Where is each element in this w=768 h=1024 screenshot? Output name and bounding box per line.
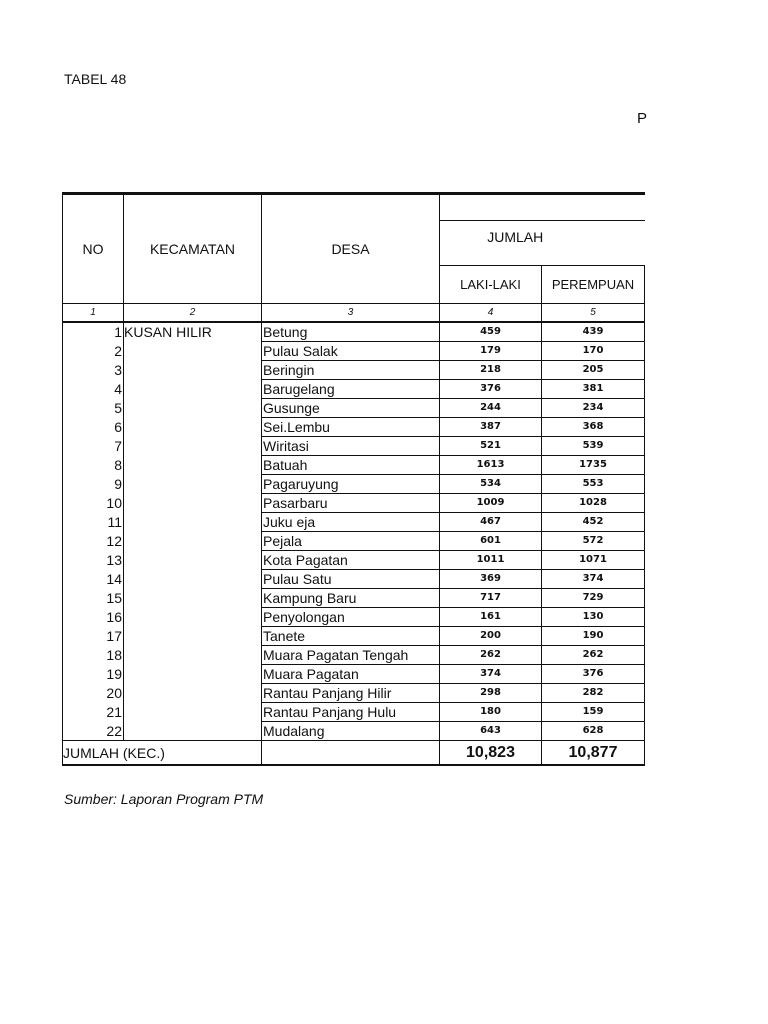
clipped-column-cell — [645, 646, 646, 665]
row-number: 8 — [63, 456, 124, 475]
row-number: 18 — [63, 646, 124, 665]
clipped-column-cell — [645, 513, 646, 532]
perempuan-value: 1028 — [542, 494, 645, 513]
perempuan-value: 1735 — [542, 456, 645, 475]
row-number: 20 — [63, 684, 124, 703]
total-laki-laki: 10,823 — [440, 741, 542, 766]
total-desa-empty — [262, 741, 440, 766]
row-number: 12 — [63, 532, 124, 551]
perempuan-value: 190 — [542, 627, 645, 646]
row-number: 22 — [63, 722, 124, 741]
perempuan-value: 170 — [542, 342, 645, 361]
clipped-column-cell — [645, 722, 646, 741]
clipped-column-cell — [645, 342, 646, 361]
desa-name: Muara Pagatan — [262, 665, 440, 684]
clipped-column-cell — [645, 437, 646, 456]
laki-laki-value: 179 — [440, 342, 542, 361]
perempuan-value: 282 — [542, 684, 645, 703]
perempuan-value: 572 — [542, 532, 645, 551]
laki-laki-value: 467 — [440, 513, 542, 532]
perempuan-value: 376 — [542, 665, 645, 684]
column-number: 2 — [124, 304, 262, 323]
header-laki-laki: LAKI-LAKI — [440, 266, 542, 304]
perempuan-value: 374 — [542, 570, 645, 589]
kecamatan-name: KUSAN HILIR — [124, 322, 262, 741]
desa-name: Penyolongan — [262, 608, 440, 627]
perempuan-value: 628 — [542, 722, 645, 741]
desa-name: Mudalang — [262, 722, 440, 741]
total-row — [63, 741, 646, 766]
row-number: 15 — [63, 589, 124, 608]
clipped-column-cell — [645, 399, 646, 418]
desa-name: Pagaruyung — [262, 475, 440, 494]
desa-name: Juku eja — [262, 513, 440, 532]
row-number: 9 — [63, 475, 124, 494]
laki-laki-value: 200 — [440, 627, 542, 646]
laki-laki-value: 601 — [440, 532, 542, 551]
clipped-column-cell — [645, 665, 646, 684]
laki-laki-value: 1011 — [440, 551, 542, 570]
clipped-column-cell — [645, 589, 646, 608]
perempuan-value: 381 — [542, 380, 645, 399]
laki-laki-value: 218 — [440, 361, 542, 380]
desa-name: Gusunge — [262, 399, 440, 418]
desa-name: Kota Pagatan — [262, 551, 440, 570]
desa-name: Muara Pagatan Tengah — [262, 646, 440, 665]
clipped-column-cell — [645, 418, 646, 437]
perempuan-value: 234 — [542, 399, 645, 418]
desa-name: Batuah — [262, 456, 440, 475]
clipped-column-cell — [645, 361, 646, 380]
header-kecamatan: KECAMATAN — [124, 194, 262, 304]
header-desa: DESA — [262, 194, 440, 304]
desa-name: Kampung Baru — [262, 589, 440, 608]
row-number: 13 — [63, 551, 124, 570]
desa-name: Pasarbaru — [262, 494, 440, 513]
desa-name: Beringin — [262, 361, 440, 380]
laki-laki-value: 374 — [440, 665, 542, 684]
laki-laki-value: 1009 — [440, 494, 542, 513]
header-perempuan: PEREMPUAN — [542, 266, 645, 304]
column-number: 4 — [440, 304, 542, 323]
total-next-clipped — [645, 741, 646, 766]
row-number: 14 — [63, 570, 124, 589]
header-next-clipped — [645, 266, 646, 304]
column-number: 5 — [542, 304, 645, 323]
laki-laki-value: 298 — [440, 684, 542, 703]
perempuan-value: 262 — [542, 646, 645, 665]
perempuan-value: 205 — [542, 361, 645, 380]
perempuan-value: 729 — [542, 589, 645, 608]
laki-laki-value: 180 — [440, 703, 542, 722]
header-no: NO — [63, 194, 124, 304]
clipped-column-cell — [645, 475, 646, 494]
laki-laki-value: 717 — [440, 589, 542, 608]
column-number-clipped — [645, 304, 646, 323]
column-number-row — [63, 304, 646, 323]
clipped-heading-letter: P — [637, 110, 648, 127]
desa-name: Pejala — [262, 532, 440, 551]
row-number: 6 — [63, 418, 124, 437]
perempuan-value: 130 — [542, 608, 645, 627]
clipped-column-cell — [645, 456, 646, 475]
column-number: 1 — [63, 304, 124, 323]
perempuan-value: 539 — [542, 437, 645, 456]
laki-laki-value: 262 — [440, 646, 542, 665]
perempuan-value: 452 — [542, 513, 645, 532]
clipped-column-cell — [645, 494, 646, 513]
population-table — [62, 192, 645, 766]
laki-laki-value: 161 — [440, 608, 542, 627]
row-number: 21 — [63, 703, 124, 722]
clipped-column-cell — [645, 703, 646, 722]
clipped-column-cell — [645, 380, 646, 399]
clipped-column-cell — [645, 551, 646, 570]
perempuan-value: 1071 — [542, 551, 645, 570]
header-group-top — [440, 194, 646, 221]
perempuan-value: 439 — [542, 322, 645, 342]
laki-laki-value: 376 — [440, 380, 542, 399]
clipped-column-cell — [645, 608, 646, 627]
laki-laki-value: 459 — [440, 322, 542, 342]
row-number: 16 — [63, 608, 124, 627]
desa-name: Pulau Salak — [262, 342, 440, 361]
source-note: Sumber: Laporan Program PTM — [64, 791, 264, 807]
laki-laki-value: 369 — [440, 570, 542, 589]
clipped-column-cell — [645, 322, 646, 342]
table-body — [63, 322, 646, 741]
total-perempuan: 10,877 — [542, 741, 645, 766]
table-row — [63, 322, 646, 342]
row-number: 2 — [63, 342, 124, 361]
clipped-column-cell — [645, 532, 646, 551]
population-table-container — [62, 192, 645, 766]
row-number: 5 — [63, 399, 124, 418]
desa-name: Rantau Panjang Hilir — [262, 684, 440, 703]
row-number: 19 — [63, 665, 124, 684]
desa-name: Betung — [262, 322, 440, 342]
row-number: 11 — [63, 513, 124, 532]
laki-laki-value: 244 — [440, 399, 542, 418]
perempuan-value: 159 — [542, 703, 645, 722]
clipped-column-cell — [645, 684, 646, 703]
desa-name: Pulau Satu — [262, 570, 440, 589]
clipped-column-cell — [645, 627, 646, 646]
laki-laki-value: 643 — [440, 722, 542, 741]
laki-laki-value: 521 — [440, 437, 542, 456]
row-number: 1 — [63, 322, 124, 342]
desa-name: Wiritasi — [262, 437, 440, 456]
row-number: 3 — [63, 361, 124, 380]
clipped-column-cell — [645, 570, 646, 589]
row-number: 4 — [63, 380, 124, 399]
row-number: 17 — [63, 627, 124, 646]
perempuan-value: 553 — [542, 475, 645, 494]
total-label: JUMLAH (KEC.) — [63, 741, 262, 766]
table-title: TABEL 48 — [64, 71, 127, 87]
desa-name: Tanete — [262, 627, 440, 646]
row-number: 7 — [63, 437, 124, 456]
row-number: 10 — [63, 494, 124, 513]
laki-laki-value: 387 — [440, 418, 542, 437]
laki-laki-value: 534 — [440, 475, 542, 494]
desa-name: Rantau Panjang Hulu — [262, 703, 440, 722]
laki-laki-value: 1613 — [440, 456, 542, 475]
perempuan-value: 368 — [542, 418, 645, 437]
header-jumlah — [440, 221, 646, 266]
desa-name: Barugelang — [262, 380, 440, 399]
desa-name: Sei.Lembu — [262, 418, 440, 437]
column-number: 3 — [262, 304, 440, 323]
header-jumlah-label: JUMLAH — [487, 229, 544, 245]
